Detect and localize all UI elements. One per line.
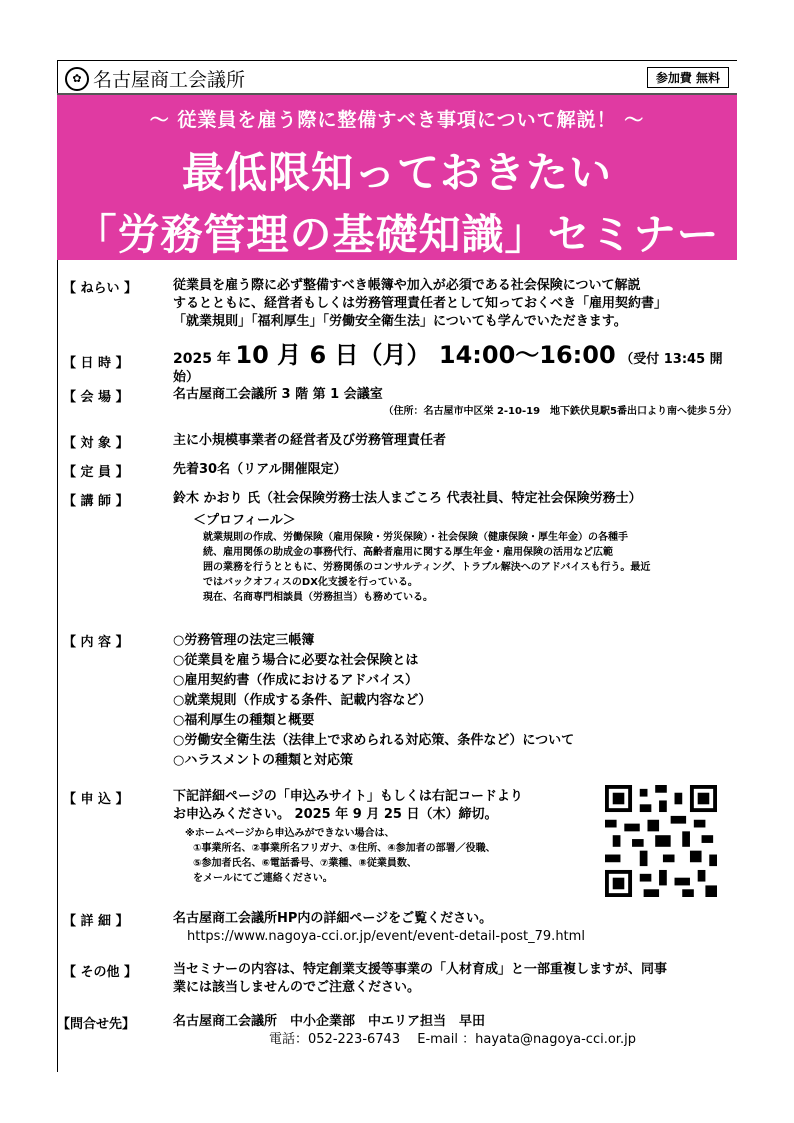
- apply-line: 下記詳細ページの「申込みサイト」もしくは右記コードより: [173, 789, 523, 804]
- banner-title-line1: 最低限知っておきたい: [181, 148, 612, 197]
- other-body: [173, 961, 737, 997]
- lecturer-label: 【 講 師 】: [63, 494, 129, 509]
- profile-line: ではバックオフィスのDX化支援を行っている。: [203, 577, 418, 588]
- content-label: 【 内 容 】: [63, 635, 129, 650]
- profile-title: ＜プロフィール＞: [193, 513, 296, 528]
- banner-subtitle: ～ 従業員を雇う際に整備すべき事項について解説！ ～: [149, 109, 645, 131]
- contact-line: 名古屋商工会議所 中小企業部 中エリア担当 早田: [173, 1014, 486, 1029]
- banner-title-line2: 「労務管理の基礎知識」セミナー: [74, 210, 720, 259]
- target-label: 【 対 象 】: [63, 436, 129, 451]
- contact-phone-email: 電話：052-223-6743 E-mail ：hayata@nagoya-cci.or.jp: [269, 1032, 636, 1047]
- other-line: 業には該当しませんのでご注意ください。: [173, 980, 421, 995]
- other-label: 【 その他 】: [63, 965, 138, 980]
- qr-code-icon[interactable]: [602, 785, 720, 897]
- details-url-link[interactable]: https://www.nagoya-cci.or.jp/event/event-detail-post_79.html: [187, 929, 585, 944]
- content-item: ○ハラスメントの種類と対応策: [173, 753, 353, 768]
- datetime-year: 2025 年: [173, 351, 231, 367]
- datetime-label: 【 日 時 】: [63, 356, 129, 371]
- apply-note: ⑤参加者氏名、⑥電話番号、⑦業種、⑧従業員数、: [193, 858, 417, 869]
- aim-line: 「就業規則」「福利厚生」「労働安全衛生法」についても学んでいただきます。: [173, 314, 627, 329]
- datetime-body: [173, 341, 737, 387]
- aim-label: 【 ねらい 】: [63, 281, 138, 296]
- content-item: ○労務管理の法定三帳簿: [173, 633, 315, 648]
- header-bar: [57, 60, 737, 95]
- datetime-date: 10 月 6 日（月） 14:00～16:00: [235, 341, 616, 369]
- capacity-label: 【 定 員 】: [63, 465, 129, 480]
- profile-line: 続、雇用関係の助成金の事務代行、高齢者雇用に関する厚生年金・雇用保険の活用など広範: [203, 547, 613, 558]
- title-banner: [57, 95, 737, 260]
- apply-note: をメールにてご連絡ください。: [193, 873, 333, 884]
- lecturer-body: [173, 490, 737, 605]
- profile-line: 現在、名商専門相談員（労務担当）も務めている。: [203, 592, 433, 603]
- profile-line: 囲の業務を行うとともに、労務関係のコンサルティング、トラブル解決へのアドバイスも行う。最近: [203, 562, 651, 573]
- chamber-emblem-icon: ✿: [65, 67, 89, 91]
- venue-name: 名古屋商工会議所 3 階 第 1 会議室: [173, 387, 383, 402]
- contact-label: 【問合せ先】: [57, 1017, 136, 1032]
- apply-note: ※ホームページから申込みができない場合は、: [185, 828, 395, 839]
- profile-text: [203, 530, 737, 605]
- org-logo: [65, 65, 245, 92]
- contact-body: [173, 1013, 737, 1049]
- venue-body: [173, 386, 737, 419]
- content-item: ○労働安全衛生法（法律上で求められる対応策、条件など）について: [173, 733, 575, 748]
- lecturer-name: 鈴木 かおり 氏（社会保険労務士法人まごころ 代表社員、特定社会保険労務士）: [173, 491, 642, 506]
- org-name: 名古屋商工会議所: [93, 69, 246, 91]
- fee-badge: 参加費 無料: [647, 67, 729, 88]
- content-list: [173, 631, 737, 771]
- details-body: [173, 910, 737, 946]
- venue-label: 【 会 場 】: [63, 390, 129, 405]
- apply-note: ①事業所名、②事業所名フリガナ、③住所、④参加者の部署／役職、: [193, 843, 496, 854]
- details-label: 【 詳 細 】: [63, 914, 129, 929]
- target-text: 主に小規模事業者の経営者及び労務管理責任者: [173, 433, 447, 448]
- aim-body: [173, 277, 737, 331]
- profile-line: 就業規則の作成、労働保険（雇用保険・労災保険）・社会保険（健康保険・厚生年金）の各種手: [203, 532, 628, 543]
- content-item: ○就業規則（作成する条件、記載内容など）: [173, 693, 432, 708]
- content-item: ○雇用契約書（作成におけるアドバイス）: [173, 673, 418, 688]
- content-item: ○福利厚生の種類と概要: [173, 713, 315, 728]
- apply-line: お申込みください。 2025 年 9 月 25 日（木）締切。: [173, 807, 498, 822]
- other-line: 当セミナーの内容は、特定創業支援等事業の「人材育成」と一部重複しますが、同事: [173, 962, 668, 977]
- venue-address: （住所：名古屋市中区栄 2-10-19 地下鉄伏見駅5番出口より南へ徒歩５分）: [383, 406, 737, 417]
- details-line: 名古屋商工会議所HP内の詳細ページをご覧ください。: [173, 911, 493, 926]
- capacity-text: 先着30名（リアル開催限定）: [173, 462, 347, 477]
- aim-line: するとともに、経営者もしくは労務管理責任者として知っておくべき「雇用契約書」: [173, 296, 668, 311]
- content-item: ○従業員を雇う場合に必要な社会保険とは: [173, 653, 419, 668]
- datetime-note: （受付 13:45 開始）: [173, 352, 723, 385]
- aim-line: 従業員を雇う際に必ず整備すべき帳簿や加入が必須である社会保険について解説: [173, 278, 641, 293]
- apply-label: 【 申 込 】: [63, 792, 129, 807]
